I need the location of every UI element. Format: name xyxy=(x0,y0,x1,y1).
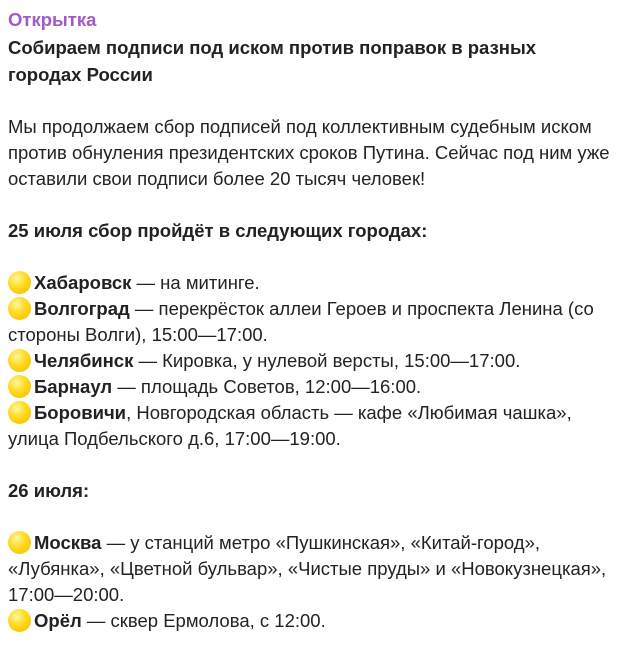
yellow-circle-icon xyxy=(8,531,31,554)
post-headline: Собираем подписи под иском против поправок в разных городах России xyxy=(8,37,537,85)
intro-paragraph: Мы продолжаем сбор подписей под коллективным судебным иском против обнуления президентских сроков Путина. Сейчас под ним уже оставили свои подписи более 20 тысяч человек! xyxy=(8,116,610,189)
city-name: Челябинск xyxy=(34,350,134,371)
yellow-circle-icon xyxy=(8,271,31,294)
city-name: Барнаул xyxy=(34,376,113,397)
city-name: Москва xyxy=(34,532,102,553)
spacer xyxy=(8,192,612,218)
day1-heading: 25 июля сбор пройдёт в следующих городах: xyxy=(8,220,428,241)
list-item-khabarovsk xyxy=(8,270,612,296)
yellow-circle-icon xyxy=(8,609,31,632)
spacer xyxy=(8,244,612,270)
spacer xyxy=(8,88,612,114)
city-details: — Кировка, у нулевой версты, 15:00—17:00. xyxy=(133,350,521,371)
city-details: — площадь Советов, 12:00—16:00. xyxy=(112,376,422,397)
list-item-volgograd xyxy=(8,296,612,348)
city-details: — сквер Ермолова, с 12:00. xyxy=(81,610,326,631)
list-item-barnaul xyxy=(8,374,612,400)
yellow-circle-icon xyxy=(8,297,31,320)
yellow-circle-icon xyxy=(8,401,31,424)
city-details: — у станций метро «Пушкинская», «Китай-город», «Лубянка», «Цветной бульвар», «Чистые пруды» и «Новокузнецкая», 17:00—20:00. xyxy=(8,532,607,605)
list-item-chelyabinsk xyxy=(8,348,612,374)
city-name: Хабаровск xyxy=(34,272,132,293)
spacer xyxy=(8,504,612,530)
spacer xyxy=(8,452,612,478)
city-name: Боровичи xyxy=(34,402,127,423)
list-item-orel xyxy=(8,608,612,634)
city-name: Орёл xyxy=(34,610,82,631)
yellow-circle-icon xyxy=(8,349,31,372)
city-details: , Новгородская область — кафе «Любимая чашка», улица Подбельского д.6, 17:00—19:00. xyxy=(8,402,572,449)
city-details: — на митинге. xyxy=(131,272,260,293)
city-details: — перекрёсток аллеи Героев и проспекта Ленина (со стороны Волги), 15:00—17:00. xyxy=(8,298,594,345)
day2-heading: 26 июля: xyxy=(8,480,90,501)
list-item-moscow xyxy=(8,530,612,608)
list-item-borovichi xyxy=(8,400,612,452)
channel-name[interactable]: Открытка xyxy=(8,9,97,30)
yellow-circle-icon xyxy=(8,375,31,398)
city-name: Волгоград xyxy=(34,298,130,319)
